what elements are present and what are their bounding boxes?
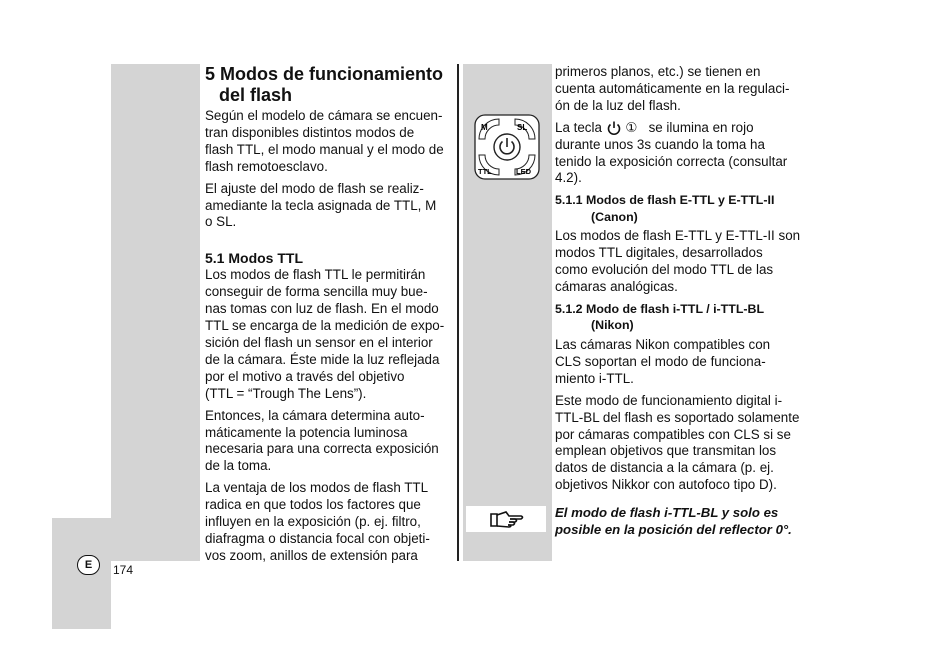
text-line: El ajuste del modo de flash se realiz- <box>205 180 424 196</box>
text-line: cuenta automáticamente en la regulaci- <box>555 80 790 96</box>
text-line: sición del flash un sensor en el interior <box>205 334 433 350</box>
text-line: flash TTL, el modo manual y el modo de <box>205 141 444 157</box>
text-line: La ventaja de los modos de flash TTL <box>205 480 429 496</box>
text-line: flash remotoesclavo. <box>205 158 328 174</box>
ttl-paragraph <box>205 267 451 402</box>
ittl-paragraph <box>555 393 803 494</box>
left-margin-bar <box>111 64 200 561</box>
text-line: de la cámara. Éste mide la luz reflejada <box>205 351 440 367</box>
text-line: conseguir de forma sencilla muy bue- <box>205 284 428 300</box>
text-line: (TTL = “Trough The Lens”). <box>205 385 367 401</box>
text-line: radica en que todos los factores que <box>205 497 421 513</box>
circled-one: ① <box>625 119 638 135</box>
text-line: vos zoom, anillos de extensión para <box>205 547 418 563</box>
text-line: emplean objetivos que transmitan los <box>555 443 777 459</box>
text-line: tran disponibles distintos modos de <box>205 124 415 140</box>
text-line: por el motivo a través del objetivo <box>205 368 405 384</box>
text-line: amediante la tecla asignada de TTL, M <box>205 197 437 213</box>
key-ttl-label: TTL <box>478 167 492 176</box>
text-line: nas tomas con luz de flash. En el modo <box>205 301 439 317</box>
text-line: 4.2). <box>555 170 582 186</box>
continuation-paragraph <box>555 64 803 115</box>
text-line: TTL se encarga de la medición de expo- <box>205 318 445 334</box>
text-line: durante unos 3s cuando la toma ha <box>555 136 765 152</box>
pointing-hand-icon <box>466 506 546 532</box>
text-line: CLS soportan el modo de funciona- <box>555 353 766 369</box>
section-5-1-2-line2: (Nikon) <box>591 318 634 333</box>
text-line: Según el modelo de cámara se encuen- <box>205 108 443 123</box>
key-line-end: se ilumina en rojo <box>648 119 754 135</box>
text-line: como evolución del modo TTL de las <box>555 262 774 278</box>
keypad-icon <box>474 114 540 180</box>
power-icon <box>606 120 622 136</box>
key-paragraph <box>555 120 803 188</box>
text-line: o SL. <box>205 214 237 230</box>
section-5-1-1-line2: (Canon) <box>591 209 638 224</box>
key-led-label: LED <box>516 167 531 176</box>
text-line: modos TTL digitales, desarrollados <box>555 245 763 261</box>
right-column <box>555 64 803 538</box>
text-line: máticamente la potencia luminosa <box>205 424 408 440</box>
text-line: El modo de flash i-TTL-BL y solo es <box>555 505 779 521</box>
text-line: Los modos de flash TTL le permitirán <box>205 267 426 283</box>
text-line: ón de la luz del flash. <box>555 97 681 113</box>
text-line: TTL-BL del flash es soportado solamente <box>555 409 800 425</box>
note-icon-box <box>466 506 546 532</box>
section-5-1-2-line1: 5.1.2 Modo de flash i-TTL / i-TTL-BL <box>555 301 765 316</box>
key-m-label: M <box>481 123 488 132</box>
intro-paragraph <box>205 108 451 176</box>
chapter-heading-line1: 5 Modos de funcionamiento <box>205 64 444 84</box>
text-line: objetivos Nikkor con autofoco tipo D). <box>555 477 777 493</box>
section-5-1-1-line1: 5.1.1 Modos de flash E-TTL y E-TTL-II <box>555 193 775 208</box>
section-5-1-1-heading <box>555 192 803 225</box>
nikon-paragraph <box>555 337 803 388</box>
flash-keypad-diagram <box>474 114 540 180</box>
text-line <box>555 120 803 137</box>
text-line: primeros planos, etc.) se tienen en <box>555 64 761 79</box>
advantage-paragraph <box>205 480 451 565</box>
text-line: Este modo de funcionamiento digital i- <box>555 392 783 408</box>
text-line: por cámaras compatibles con CLS si se <box>555 426 791 442</box>
text-line: Los modos de flash E-TTL y E-TTL-II son <box>555 228 801 244</box>
column-divider <box>457 64 459 561</box>
section-5-1-2-heading <box>555 301 803 334</box>
key-sl-label: SL <box>517 123 528 132</box>
text-line: Las cámaras Nikon compatibles con <box>555 336 771 352</box>
text-line: diafragma o distancia focal con objeti- <box>205 530 430 546</box>
language-badge-label: E <box>84 559 93 571</box>
language-badge <box>77 555 100 575</box>
note-paragraph <box>555 504 803 538</box>
adjust-paragraph <box>205 181 451 232</box>
text-line: influyen en la exposición (p. ej. filtro, <box>205 514 421 530</box>
then-paragraph <box>205 408 451 476</box>
chapter-heading <box>205 64 451 106</box>
etl-paragraph <box>555 228 803 296</box>
text-line: cámaras analógicas. <box>555 279 678 295</box>
text-line: necesaria para una correcta exposición <box>205 441 439 457</box>
section-5-1-heading: 5.1 Modos TTL <box>205 250 303 267</box>
text-line: de la toma. <box>205 458 272 474</box>
page-number: 174 <box>113 563 134 577</box>
chapter-heading-line2: del flash <box>219 85 293 105</box>
left-column <box>205 64 451 565</box>
key-line-start: La tecla <box>555 119 602 135</box>
text-line: miento i-TTL. <box>555 370 634 386</box>
text-line: Entonces, la cámara determina auto- <box>205 407 425 423</box>
text-line: datos de distancia a la cámara (p. ej. <box>555 460 774 476</box>
text-line: posible en la posición del reflector 0°. <box>555 522 792 538</box>
text-line: tenido la exposición correcta (consultar <box>555 153 788 169</box>
